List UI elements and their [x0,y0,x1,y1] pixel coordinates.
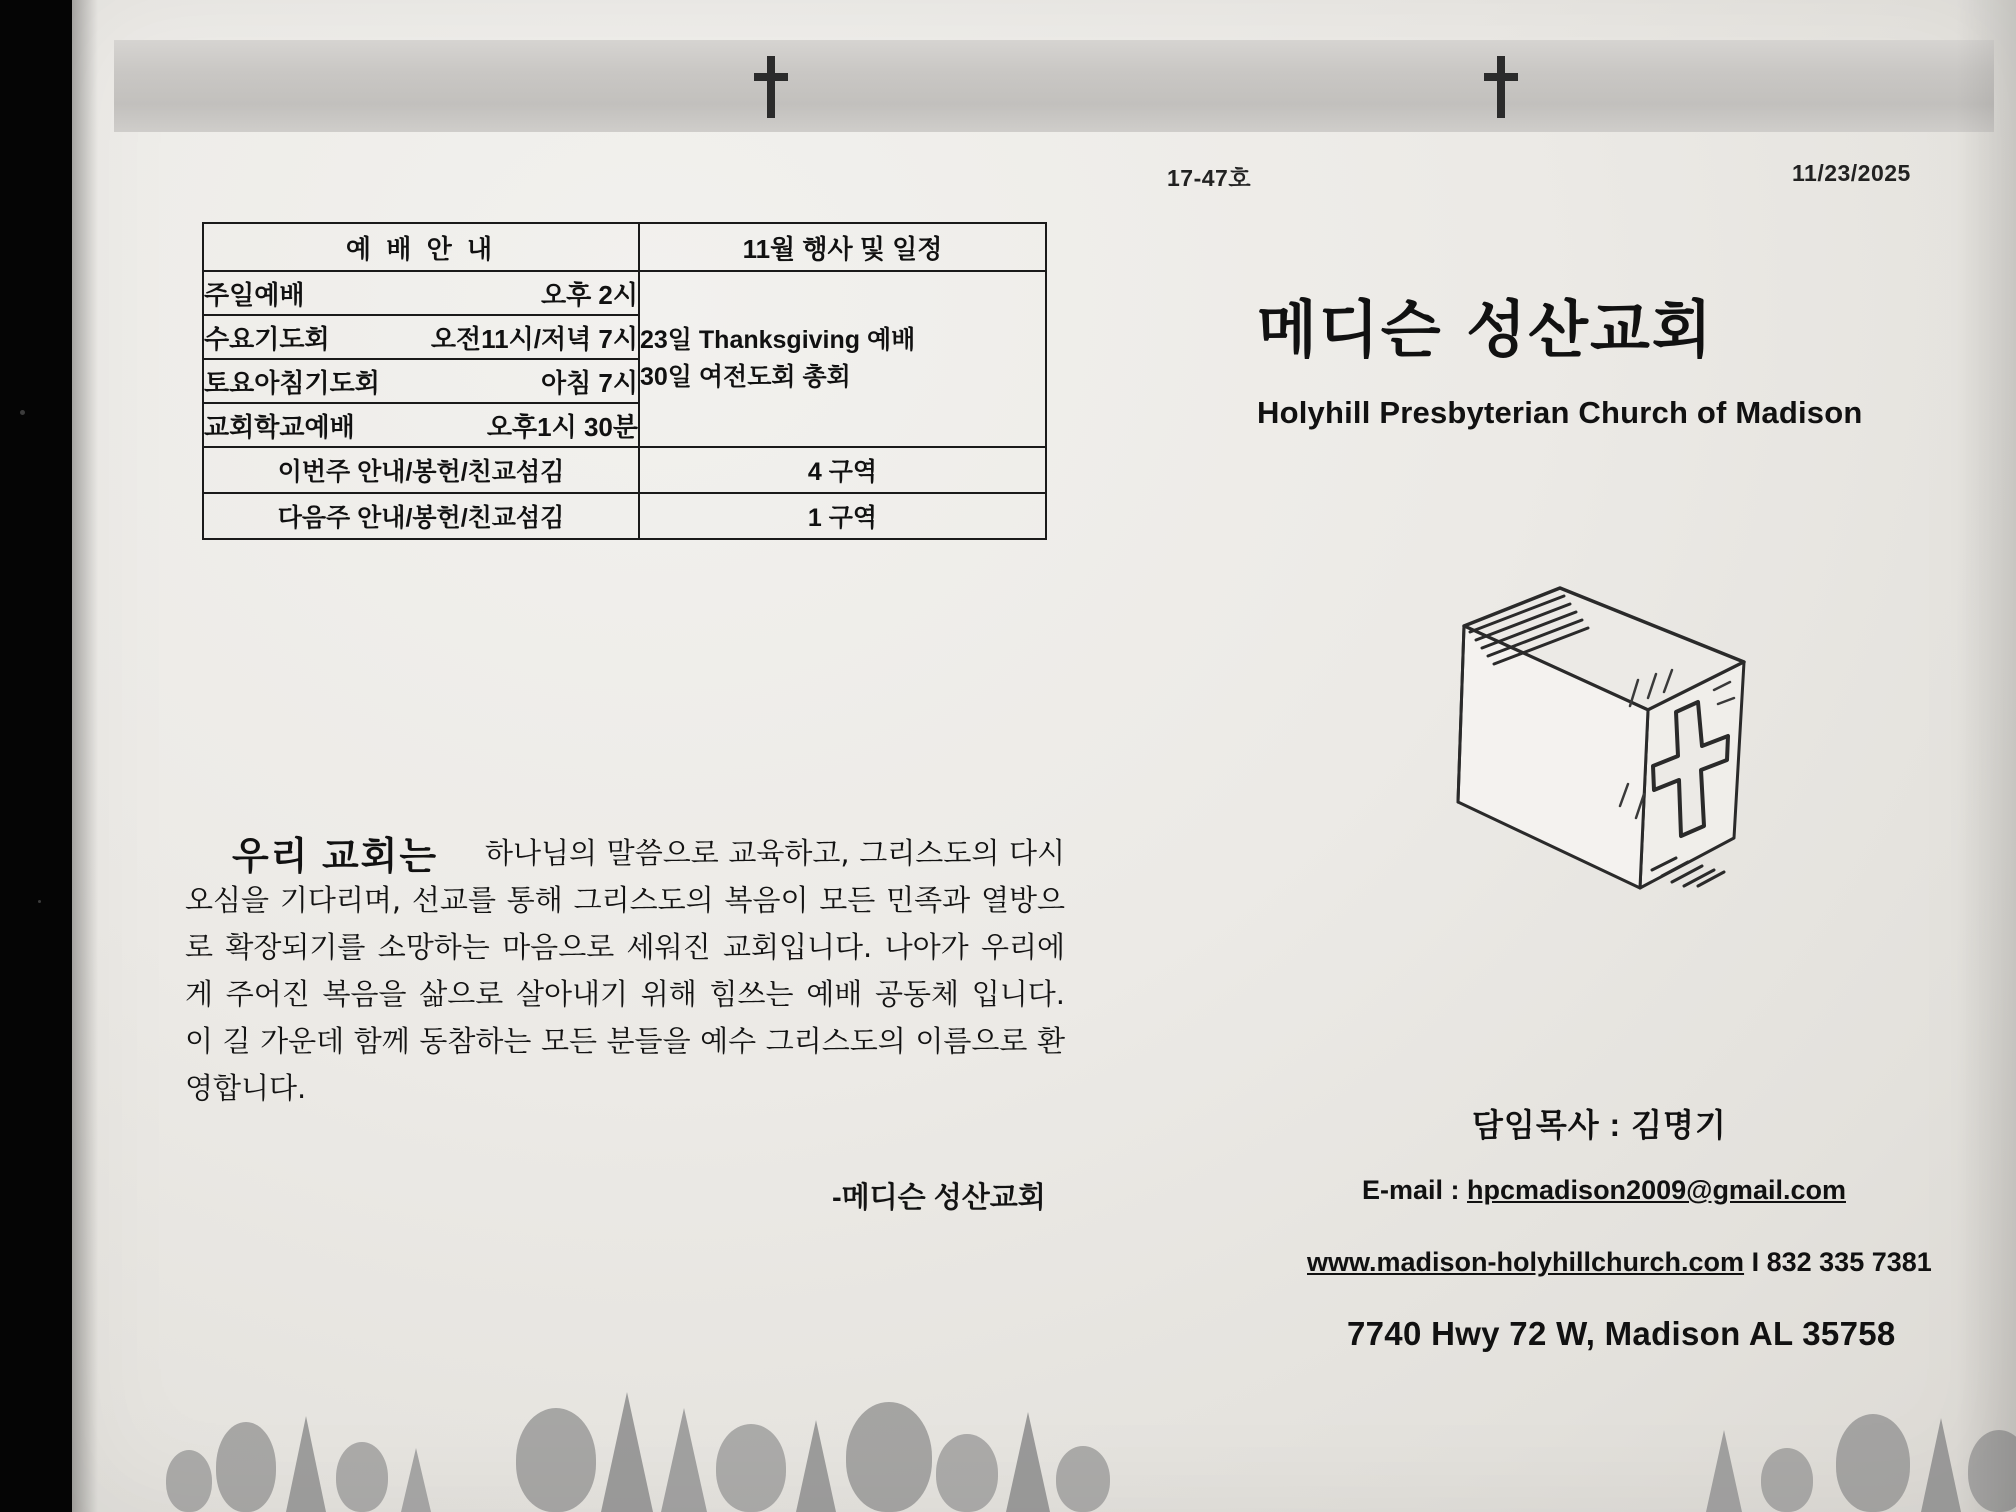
duty-value: 1 구역 [639,493,1046,539]
service-time: 오후1시 30분 [403,403,639,447]
about-signature: -메디슨 성산교회 [832,1182,1046,1214]
top-banner [114,40,1994,132]
duty-label: 이번주 안내/봉헌/친교섬김 [203,447,639,493]
cross-icon [1484,56,1518,118]
service-time: 오전11시/저녁 7시 [403,315,639,359]
service-time: 오후 2시 [403,271,639,315]
phone-separator: I [1751,1247,1760,1277]
about-body: 하나님의 말씀으로 교육하고, 그리스도의 다시 오심을 기다리며, 선교를 통해 그리스도의 복음이 모든 민족과 열방으로 확장되기를 소망하는 마음으로 세워진 교회입니다. 나아가 우리에게 주어진 복음을 삶으로 살아내기 위해 힘쓰는 예배 공동체 입니다. 이 길 가운데 함께 동참하는 모든 분들을 예수 그리스도의 이름으로 환영합니다. [185,836,1065,1105]
duty-label: 다음주 안내/봉헌/친교섬김 [203,493,639,539]
service-name: 수요기도회 [203,315,403,359]
issue-date: 11/23/2025 [1792,160,1911,186]
phone-number: 832 335 7381 [1766,1247,1932,1277]
cross-icon [754,56,788,118]
duty-value: 4 구역 [639,447,1046,493]
bible-illustration [1452,570,1752,900]
email-label: E-mail : [1362,1175,1468,1205]
church-name-english: Holyhill Presbyterian Church of Madison [1257,395,1863,430]
service-name: 주일예배 [203,271,403,315]
email-address[interactable]: hpcmadison2009@gmail.com [1467,1175,1846,1205]
website-url[interactable]: www.madison-holyhillchurch.com [1307,1247,1745,1277]
about-heading: 우리 교회는 [232,836,439,878]
church-address: 7740 Hwy 72 W, Madison AL 35758 [1347,1315,1896,1352]
table-header-events: 11월 행사 및 일정 [639,223,1046,271]
church-name-korean: 메디슨 성산교회 [1257,293,1714,366]
forest-border [146,1352,2016,1512]
background-surface [0,0,74,1512]
table-header-services: 예 배 안 내 [203,223,639,271]
website-phone-line [1307,1247,1932,1278]
email-line [1362,1175,1846,1206]
service-info-table [202,222,1047,540]
service-name: 토요아침기도회 [203,359,403,403]
events-cell [639,271,1046,447]
service-name: 교회학교예배 [203,403,403,447]
event-item: 23일 Thanksgiving 예배 [640,325,916,354]
event-item: 30일 여전도회 총회 [640,363,851,391]
bulletin-paper [72,0,2016,1512]
pastor-name: 담임목사 : 김명기 [1472,1107,1727,1143]
issue-number: 17-47호 [1167,165,1252,191]
service-time: 아침 7시 [403,359,639,403]
